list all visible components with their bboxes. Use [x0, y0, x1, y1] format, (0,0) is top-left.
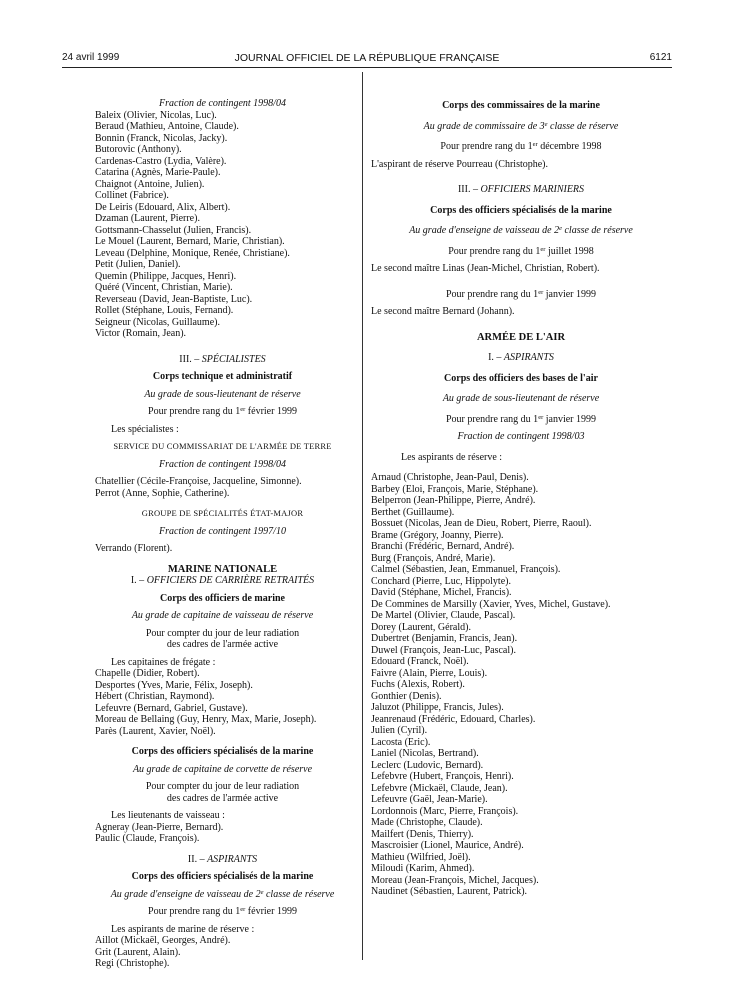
intro-line: Les lieutenants de vaisseau : — [111, 810, 225, 821]
name-entry: Arnaud (Christophe, Jean-Paul, Denis). — [371, 472, 529, 483]
section-heading-aspirants-air: I. – ASPIRANTS — [488, 352, 554, 363]
corps-heading: Corps des officiers des bases de l'air — [444, 372, 598, 384]
intro-line: Les capitaines de frégate : — [111, 656, 216, 668]
name-entry: Grit (Laurent, Alain). — [95, 946, 181, 958]
name-entry: Verrando (Florent). — [95, 543, 173, 554]
compter-line: des cadres de l'armée active — [166, 639, 279, 650]
corps-heading: Corps des officiers spécialisés de la marine — [131, 746, 314, 757]
name-entry: Leclerc (Ludovic, Bernard). — [371, 759, 484, 771]
name-entry: Dzaman (Laurent, Pierre). — [95, 213, 200, 224]
name-entry: Burg (François, André, Marie). — [371, 552, 496, 564]
name-entry: Moreau (Jean-François, Michel, Jacques). — [371, 874, 539, 886]
name-entry: Barbey (Eloi, François, Marie, Stéphane). — [371, 483, 539, 495]
name-entry: Lacosta (Eric). — [371, 736, 431, 748]
name-list-4 — [95, 668, 350, 737]
name-entry: Desportes (Yves, Marie, Félix, Joseph). — [95, 679, 253, 691]
rang-line: Pour prendre rang du 1er juillet 1998 — [448, 245, 594, 257]
name-entry: Chapelle (Didier, Robert). — [95, 668, 200, 679]
intro-line: Les aspirants de marine de réserve : — [111, 923, 255, 935]
name-entry: Aillot (Mickaël, Georges, André). — [95, 935, 231, 946]
name-entry: Mailfert (Denis, Thierry). — [371, 828, 474, 840]
name-entry: Reverseau (David, Jean-Baptiste, Luc). — [95, 293, 253, 305]
header-date: 24 avril 1999 — [62, 52, 120, 63]
name-entry: Branchi (Frédéric, Bernard, André). — [371, 541, 515, 552]
grade-heading: Au grade de capitaine de vaisseau de réserve — [131, 610, 314, 621]
name-entry: Jaluzot (Philippe, Francis, Jules). — [371, 702, 504, 713]
name-entry: David (Stéphane, Michel, Francis). — [371, 587, 512, 598]
name-entry: Leveau (Delphine, Monique, Renée, Christiane). — [95, 247, 290, 259]
corps-heading: Corps technique et administratif — [152, 371, 293, 382]
name-list-3 — [95, 543, 350, 555]
section-heading-officiers-carriere: I. – OFFICIERS DE CARRIÈRE RETRAITÉS — [130, 575, 315, 586]
name-entry: Chaignot (Antoine, Julien). — [95, 178, 205, 190]
grade-heading: Au grade de sous-lieutenant de réserve — [144, 388, 301, 400]
name-entry: Seigneur (Nicolas, Guillaume). — [95, 316, 220, 328]
name-entry: Jeanrenaud (Frédéric, Edouard, Charles). — [371, 713, 536, 725]
name-entry: Butorovic (Anthony). — [95, 144, 182, 155]
name-entry: Julien (Cyril). — [371, 725, 428, 736]
name-list-2 — [95, 476, 350, 499]
name-entry: Dorey (Laurent, Gérald). — [371, 621, 471, 633]
name-entry: Calmel (Sébastien, Jean, Emmanuel, François). — [371, 564, 561, 575]
corps-heading: Corps des officiers spécialisés de la marine — [430, 204, 612, 216]
name-entry: Lordonnois (Marc, Pierre, François). — [371, 805, 519, 817]
left-column — [95, 98, 350, 970]
name-entry: Victor (Romain, Jean). — [95, 328, 187, 339]
name-entry: Conchard (Pierre, Luc, Hippolyte). — [371, 575, 511, 587]
section-heading-aspirants: II. – ASPIRANTS — [187, 853, 258, 865]
name-entry: Lefeuvre (Gaël, Jean-Marie). — [371, 794, 488, 805]
name-entry: Petit (Julien, Daniel). — [95, 259, 181, 270]
name-entry: Lefebvre (Hubert, François, Henri). — [371, 771, 514, 782]
armee-air-heading: ARMÉE DE L'AIR — [476, 331, 566, 343]
journal-title: JOURNAL OFFICIEL DE LA RÉPUBLIQUE FRANÇAISE — [234, 52, 500, 64]
name-entry: Perrot (Anne, Sophie, Catherine). — [95, 487, 230, 499]
name-entry: Naudinet (Sébastien, Laurent, Patrick). — [371, 886, 528, 897]
name-entry: Collinet (Fabrice). — [95, 190, 169, 201]
name-entry: Edouard (Franck, Noël). — [371, 656, 469, 667]
name-entry: Cardenas-Castro (Lydia, Valère). — [95, 155, 227, 167]
corps-heading: Corps des officiers de marine — [160, 592, 285, 604]
rang-line: Pour prendre rang du 1er janvier 1999 — [445, 288, 597, 300]
name-entry: Chatellier (Cécile-Françoise, Jacqueline, Simonne). — [95, 476, 302, 487]
name-entry: De Commines de Marsilly (Xavier, Yves, Michel, Gustave). — [371, 598, 611, 610]
intro-line: Les spécialistes : — [111, 423, 179, 435]
rang-line: Pour prendre rang du 1er février 1999 — [148, 906, 297, 917]
name-entry: Parès (Laurent, Xavier, Noël). — [95, 725, 216, 737]
compter-line: Pour compter du jour de leur radiation — [145, 781, 300, 792]
name-entry: Belperron (Jean-Philippe, Pierre, André). — [371, 495, 536, 506]
name-entry: Gottsmann-Chasselut (Julien, Francis). — [95, 224, 252, 236]
corps-heading: Corps des commissaires de la marine — [442, 100, 600, 111]
second-maitre-line: Le second maître Bernard (Johann). — [371, 306, 515, 317]
name-entry: Gonthier (Denis). — [371, 690, 442, 702]
column-divider — [362, 72, 363, 960]
name-entry: Le Mouel (Laurent, Bernard, Marie, Christian). — [95, 236, 285, 247]
name-list-5 — [95, 822, 350, 845]
name-entry: Bossuet (Nicolas, Jean de Dieu, Robert, Pierre, Raoul). — [371, 518, 592, 529]
name-entry: Moreau de Bellaing (Guy, Henry, Max, Marie, Joseph). — [95, 714, 317, 725]
name-entry: Faivre (Alain, Pierre, Louis). — [371, 667, 488, 679]
name-entry: Hébert (Christian, Raymond). — [95, 691, 215, 702]
corps-heading: Corps des officiers spécialisés de la marine — [131, 871, 314, 882]
name-entry: Brame (Grégory, Joanny, Pierre). — [371, 529, 504, 541]
name-list-6 — [95, 935, 350, 970]
grade-heading: Au grade d'enseigne de vaisseau de 2e classe de réserve — [409, 225, 633, 236]
fraction-heading: Fraction de contingent 1997/10 — [159, 525, 286, 537]
aspirant-line: L'aspirant de réserve Pourreau (Christophe). — [371, 158, 549, 170]
name-entry: Quemin (Philippe, Jacques, Henri). — [95, 270, 237, 282]
name-list-1 — [95, 110, 350, 340]
name-entry: Made (Christophe, Claude). — [371, 817, 483, 828]
section-heading-officiers-mariniers: III. – OFFICIERS MARINIERS — [457, 184, 585, 195]
name-entry: Baleix (Olivier, Nicolas, Luc). — [95, 109, 217, 121]
section-heading-specialistes: III. – SPÉCIALISTES — [179, 353, 266, 365]
name-entry: Quéré (Vincent, Christian, Marie). — [95, 282, 233, 293]
name-entry: Dubertret (Benjamin, Francis, Jean). — [371, 633, 518, 644]
name-entry: Regi (Christophe). — [95, 958, 170, 969]
intro-line: Les aspirants de réserve : — [401, 451, 503, 463]
name-entry: De Leiris (Edouard, Alix, Albert). — [95, 201, 231, 213]
rang-line: Pour prendre rang du 1er décembre 1998 — [440, 141, 602, 152]
right-column — [371, 100, 671, 898]
name-entry: Mathieu (Wilfried, Joël). — [371, 851, 471, 863]
rang-line: Pour prendre rang du 1er février 1999 — [148, 406, 297, 417]
header-rule — [62, 67, 672, 68]
name-list-air — [371, 472, 671, 898]
second-maitre-line: Le second maître Linas (Jean-Michel, Christian, Robert). — [371, 263, 600, 274]
name-entry: Bonnin (Franck, Nicolas, Jacky). — [95, 132, 228, 144]
groupe-heading: GROUPE DE SPÉCIALITÉS ÉTAT-MAJOR — [141, 508, 304, 518]
page-header — [62, 52, 672, 66]
fraction-heading: Fraction de contingent 1998/04 — [159, 458, 286, 470]
grade-heading: Au grade de capitaine de corvette de réserve — [132, 763, 313, 775]
grade-heading: Au grade d'enseigne de vaisseau de 2e classe de réserve — [110, 888, 335, 900]
name-entry: Agneray (Jean-Pierre, Bernard). — [95, 821, 224, 833]
name-entry: Lefeuvre (Bernard, Gabriel, Gustave). — [95, 702, 248, 714]
name-entry: Duwel (François, Jean-Luc, Pascal). — [371, 644, 516, 656]
compter-line: Pour compter du jour de leur radiation — [145, 627, 300, 639]
name-entry: Fuchs (Alexis, Robert). — [371, 679, 465, 690]
fraction-heading: Fraction de contingent 1998/03 — [457, 431, 585, 442]
name-entry: Beraud (Mathieu, Antoine, Claude). — [95, 121, 239, 132]
name-entry: Laniel (Nicolas, Bertrand). — [371, 748, 479, 759]
grade-heading: Au grade de commissaire de 3e classe de réserve — [423, 120, 619, 132]
fraction-heading: Fraction de contingent 1998/04 — [159, 98, 286, 109]
grade-heading: Au grade de sous-lieutenant de réserve — [442, 393, 600, 404]
name-entry: Paulic (Claude, François). — [95, 833, 200, 844]
name-entry: De Martel (Olivier, Claude, Pascal). — [371, 610, 516, 621]
service-heading: SERVICE DU COMMISSARIAT DE L'ARMÉE DE TERRE — [113, 441, 332, 451]
name-entry: Lefebvre (Mickaël, Claude, Jean). — [371, 782, 508, 794]
name-entry: Catarina (Agnès, Marie-Paule). — [95, 167, 221, 178]
rang-line: Pour prendre rang du 1er janvier 1999 — [445, 413, 597, 425]
name-entry: Mascroisier (Lionel, Maurice, André). — [371, 840, 524, 851]
compter-line: des cadres de l'armée active — [166, 792, 279, 804]
name-entry: Rollet (Stéphane, Louis, Fernand). — [95, 305, 234, 316]
marine-nationale-heading: MARINE NATIONALE — [167, 563, 278, 575]
name-entry: Miloudi (Karim, Ahmed). — [371, 863, 475, 874]
name-entry: Berthet (Guillaume). — [371, 506, 455, 518]
page-number: 6121 — [649, 52, 672, 63]
